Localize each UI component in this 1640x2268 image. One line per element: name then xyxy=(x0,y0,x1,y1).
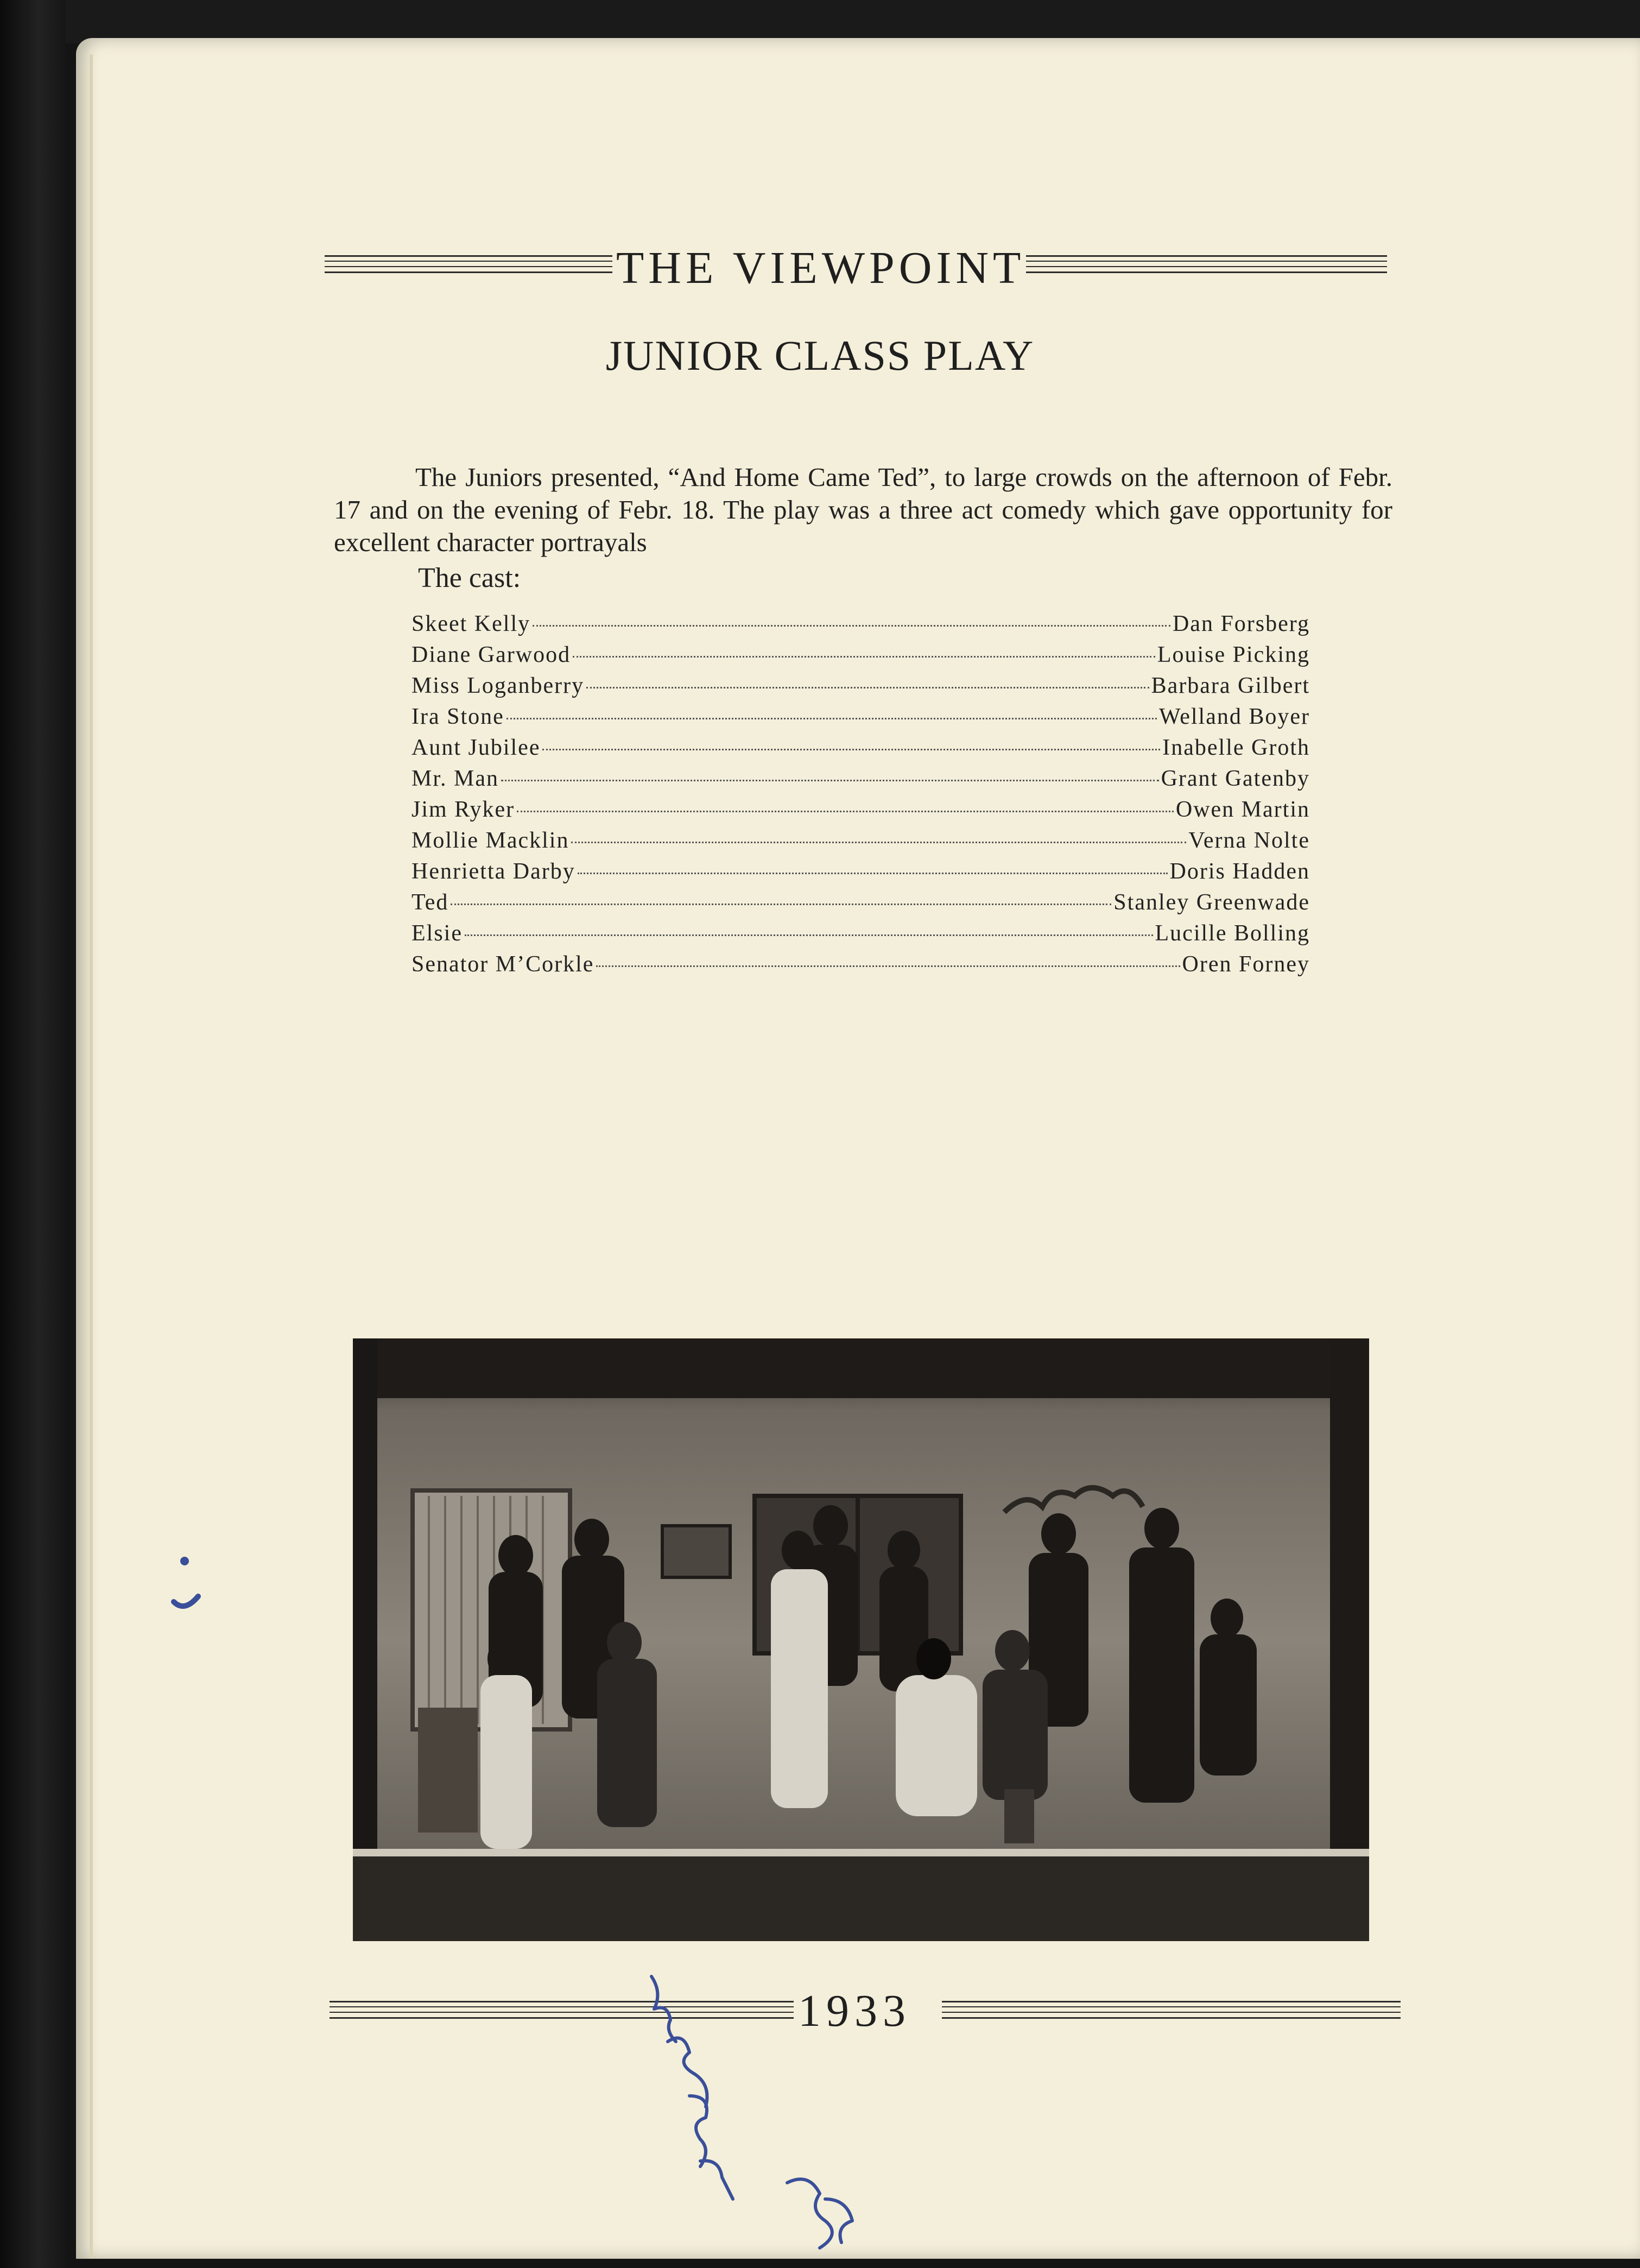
cast-row xyxy=(411,766,1310,797)
cast-role: Senator M’Corkle xyxy=(411,952,594,977)
page-top-shadow xyxy=(65,0,1640,43)
dot-leader xyxy=(542,749,1160,750)
dot-leader xyxy=(506,718,1157,719)
cast-photo-illustration xyxy=(353,1338,1369,1941)
cast-role: Ira Stone xyxy=(411,704,504,729)
page-edge xyxy=(90,54,93,2259)
cast-row xyxy=(411,642,1310,673)
dot-leader xyxy=(517,811,1174,812)
header-rule-left xyxy=(325,255,612,280)
cast-actor: Inabelle Groth xyxy=(1162,735,1310,760)
article-title: JUNIOR CLASS PLAY xyxy=(605,332,1035,379)
handwritten-signature xyxy=(630,1966,912,2259)
cast-role: Elsie xyxy=(411,921,463,946)
article-intro: The Juniors presented, “And Home Came Ted”, to large crowds on the afternoon of Febr. 17 and on the evening of Febr. 18. The play was a three act comedy which gave opportunity for excellent character portrayals xyxy=(334,462,1392,557)
cast-actor: Grant Gatenby xyxy=(1161,766,1310,791)
cast-row xyxy=(411,889,1310,920)
cast-role: Diane Garwood xyxy=(411,642,571,667)
cast-role: Aunt Jubilee xyxy=(411,735,541,760)
cast-role: Miss Loganberry xyxy=(411,673,585,698)
cast-actor: Owen Martin xyxy=(1175,797,1310,822)
cast-row xyxy=(411,735,1310,766)
cast-actor: Stanley Greenwade xyxy=(1113,890,1310,915)
cast-role: Mr. Man xyxy=(411,766,499,791)
cast-actor: Barbara Gilbert xyxy=(1151,673,1310,698)
ink-mark xyxy=(163,1553,206,1618)
cast-actor: Verna Nolte xyxy=(1188,828,1310,853)
cast-role: Henrietta Darby xyxy=(411,859,575,884)
dot-leader xyxy=(596,965,1180,967)
dot-leader xyxy=(451,904,1111,905)
page-title: THE VIEWPOINT xyxy=(616,243,1025,293)
cast-row xyxy=(411,611,1310,642)
cast-row xyxy=(411,951,1310,982)
footer-rule-right xyxy=(942,2001,1401,2026)
cast-actor: Oren Forney xyxy=(1182,952,1310,977)
dot-leader xyxy=(501,780,1159,781)
cast-photo xyxy=(353,1338,1369,1941)
cast-actor: Welland Boyer xyxy=(1158,704,1310,729)
cast-actor: Lucille Bolling xyxy=(1155,921,1310,946)
cast-row xyxy=(411,797,1310,827)
cast-label: The cast: xyxy=(418,563,521,593)
cast-list xyxy=(411,611,1310,982)
dot-leader xyxy=(533,625,1170,627)
header-rule-right xyxy=(1026,255,1387,280)
cast-row xyxy=(411,827,1310,858)
dot-leader xyxy=(571,842,1186,843)
dot-leader xyxy=(465,934,1153,936)
dot-leader xyxy=(586,687,1149,688)
cast-role: Mollie Macklin xyxy=(411,828,569,853)
dot-leader xyxy=(578,873,1168,874)
cast-row xyxy=(411,858,1310,889)
cast-actor: Doris Hadden xyxy=(1169,859,1310,884)
cast-actor: Louise Picking xyxy=(1157,642,1310,667)
cast-row xyxy=(411,920,1310,951)
cast-role: Jim Ryker xyxy=(411,797,515,822)
cast-row xyxy=(411,704,1310,735)
cast-role: Ted xyxy=(411,890,449,915)
page-year: 1933 xyxy=(798,1986,911,2036)
dot-leader xyxy=(573,656,1155,658)
cast-actor: Dan Forsberg xyxy=(1172,611,1310,636)
cast-row xyxy=(411,673,1310,704)
cast-role: Skeet Kelly xyxy=(411,611,531,636)
